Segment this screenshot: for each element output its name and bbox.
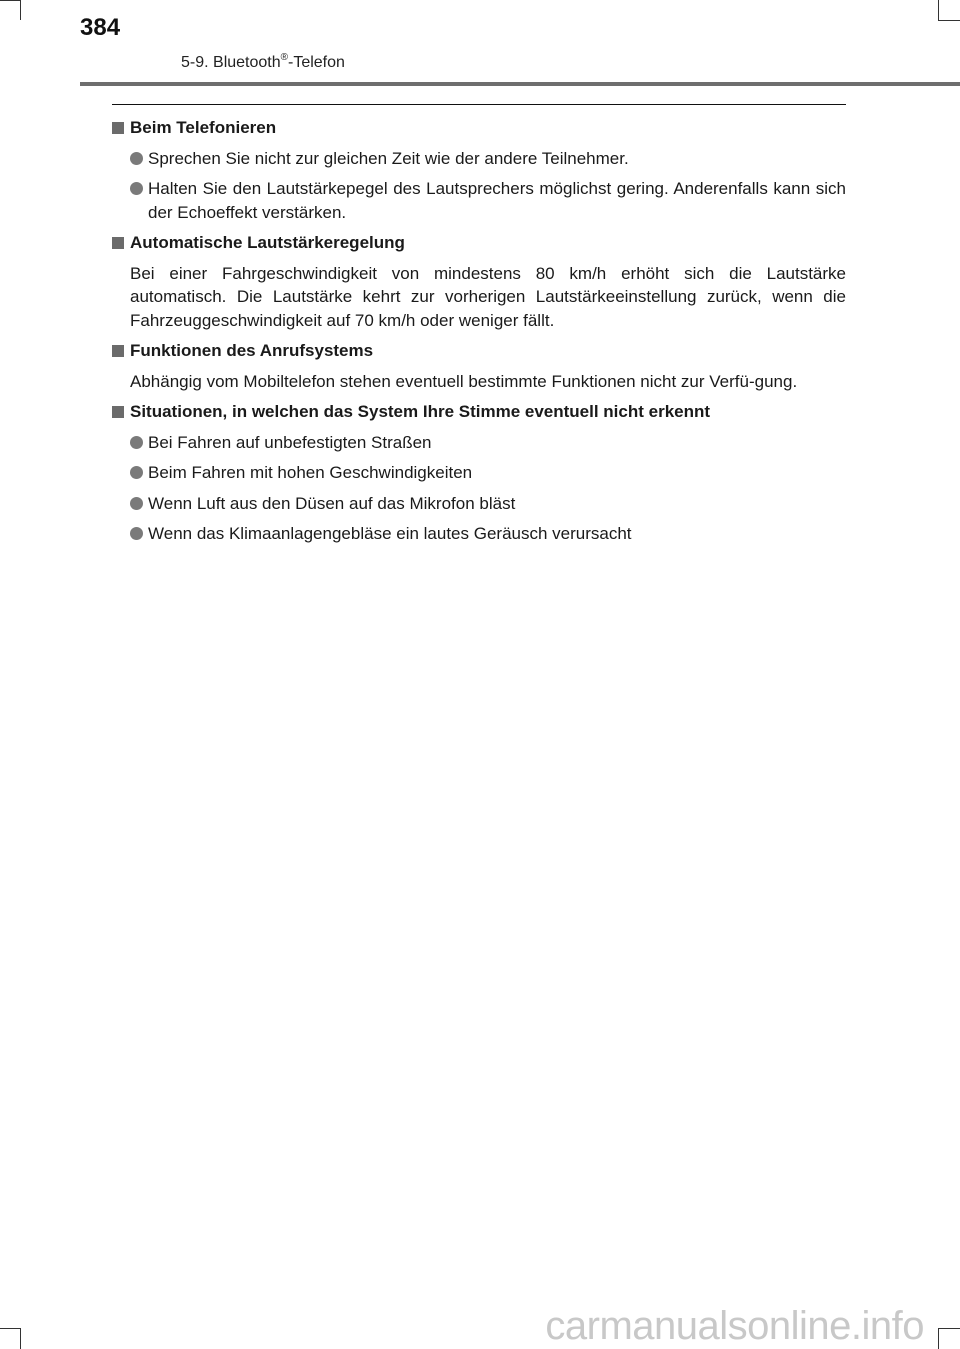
section-paragraph: Bei einer Fahrgeschwindigkeit von mindestens 80 km/h erhöht sich die Lautstärke automatisch. Die Lautstärke kehrt zur vorherigen Lautstärkeeinstellung zurück, wenn die Fahrzeuggeschwindigkeit auf 70 km/h oder weniger fällt.: [130, 263, 846, 330]
crop-mark: [938, 20, 960, 21]
content-rule: [112, 104, 846, 105]
section-title: [181, 52, 345, 72]
square-bullet-icon: [112, 237, 124, 249]
crop-mark: [938, 0, 939, 20]
circle-bullet-icon: [130, 182, 143, 195]
section-heading: [112, 231, 846, 255]
section-heading-text: Beim Telefonieren: [130, 118, 277, 137]
header-rule: [80, 82, 960, 86]
section-heading: [112, 116, 846, 140]
bullet-item: [112, 492, 846, 516]
crop-mark: [20, 1328, 21, 1349]
watermark: carmanualsonline.info: [545, 1304, 924, 1348]
page-number: 384: [80, 14, 121, 41]
bullet-item: [112, 147, 846, 171]
section-paragraph: Abhängig vom Mobiltelefon stehen eventuell bestimmte Funktionen nicht zur Verfü-gung.: [130, 371, 798, 391]
section-heading-text: Situationen, in welchen das System Ihre Stimme eventuell nicht erkennt: [130, 402, 711, 421]
section-title-prefix: 5-9. Bluetooth: [181, 54, 281, 71]
circle-bullet-icon: [130, 466, 143, 479]
crop-mark: [20, 0, 21, 20]
circle-bullet-icon: [130, 527, 143, 540]
section-heading: [112, 400, 846, 424]
bullet-text: Wenn Luft aus den Düsen auf das Mikrofon bläst: [148, 493, 516, 513]
registered-mark: ®: [280, 52, 288, 63]
bullet-text: Halten Sie den Lautstärkepegel des Lautsprechers möglichst gering. Anderenfalls kann sich der Echoeffekt verstärken.: [148, 179, 846, 222]
square-bullet-icon: [112, 345, 124, 357]
crop-mark: [0, 1328, 20, 1329]
page-content: [112, 116, 846, 553]
circle-bullet-icon: [130, 436, 143, 449]
bullet-item: [112, 461, 846, 485]
section-heading: [112, 339, 846, 363]
square-bullet-icon: [112, 122, 124, 134]
bullet-text: Bei Fahren auf unbefestigten Straßen: [148, 432, 432, 452]
square-bullet-icon: [112, 406, 124, 418]
crop-mark: [938, 1328, 939, 1349]
bullet-item: [112, 431, 846, 455]
section-heading-text: Funktionen des Anrufsystems: [130, 341, 374, 360]
bullet-text: Beim Fahren mit hohen Geschwindigkeiten: [148, 463, 473, 482]
bullet-text: Wenn das Klimaanlagengebläse ein lautes Geräusch verursacht: [148, 524, 632, 543]
crop-mark: [0, 0, 20, 1]
bullet-item: [112, 177, 846, 224]
bullet-text: Sprechen Sie nicht zur gleichen Zeit wie der andere Teilnehmer.: [148, 148, 629, 168]
bullet-item: [112, 522, 846, 546]
circle-bullet-icon: [130, 152, 143, 165]
crop-mark: [938, 1328, 960, 1329]
circle-bullet-icon: [130, 497, 143, 510]
section-title-suffix: -Telefon: [288, 54, 345, 71]
section-heading-text: Automatische Lautstärkeregelung: [130, 233, 405, 252]
